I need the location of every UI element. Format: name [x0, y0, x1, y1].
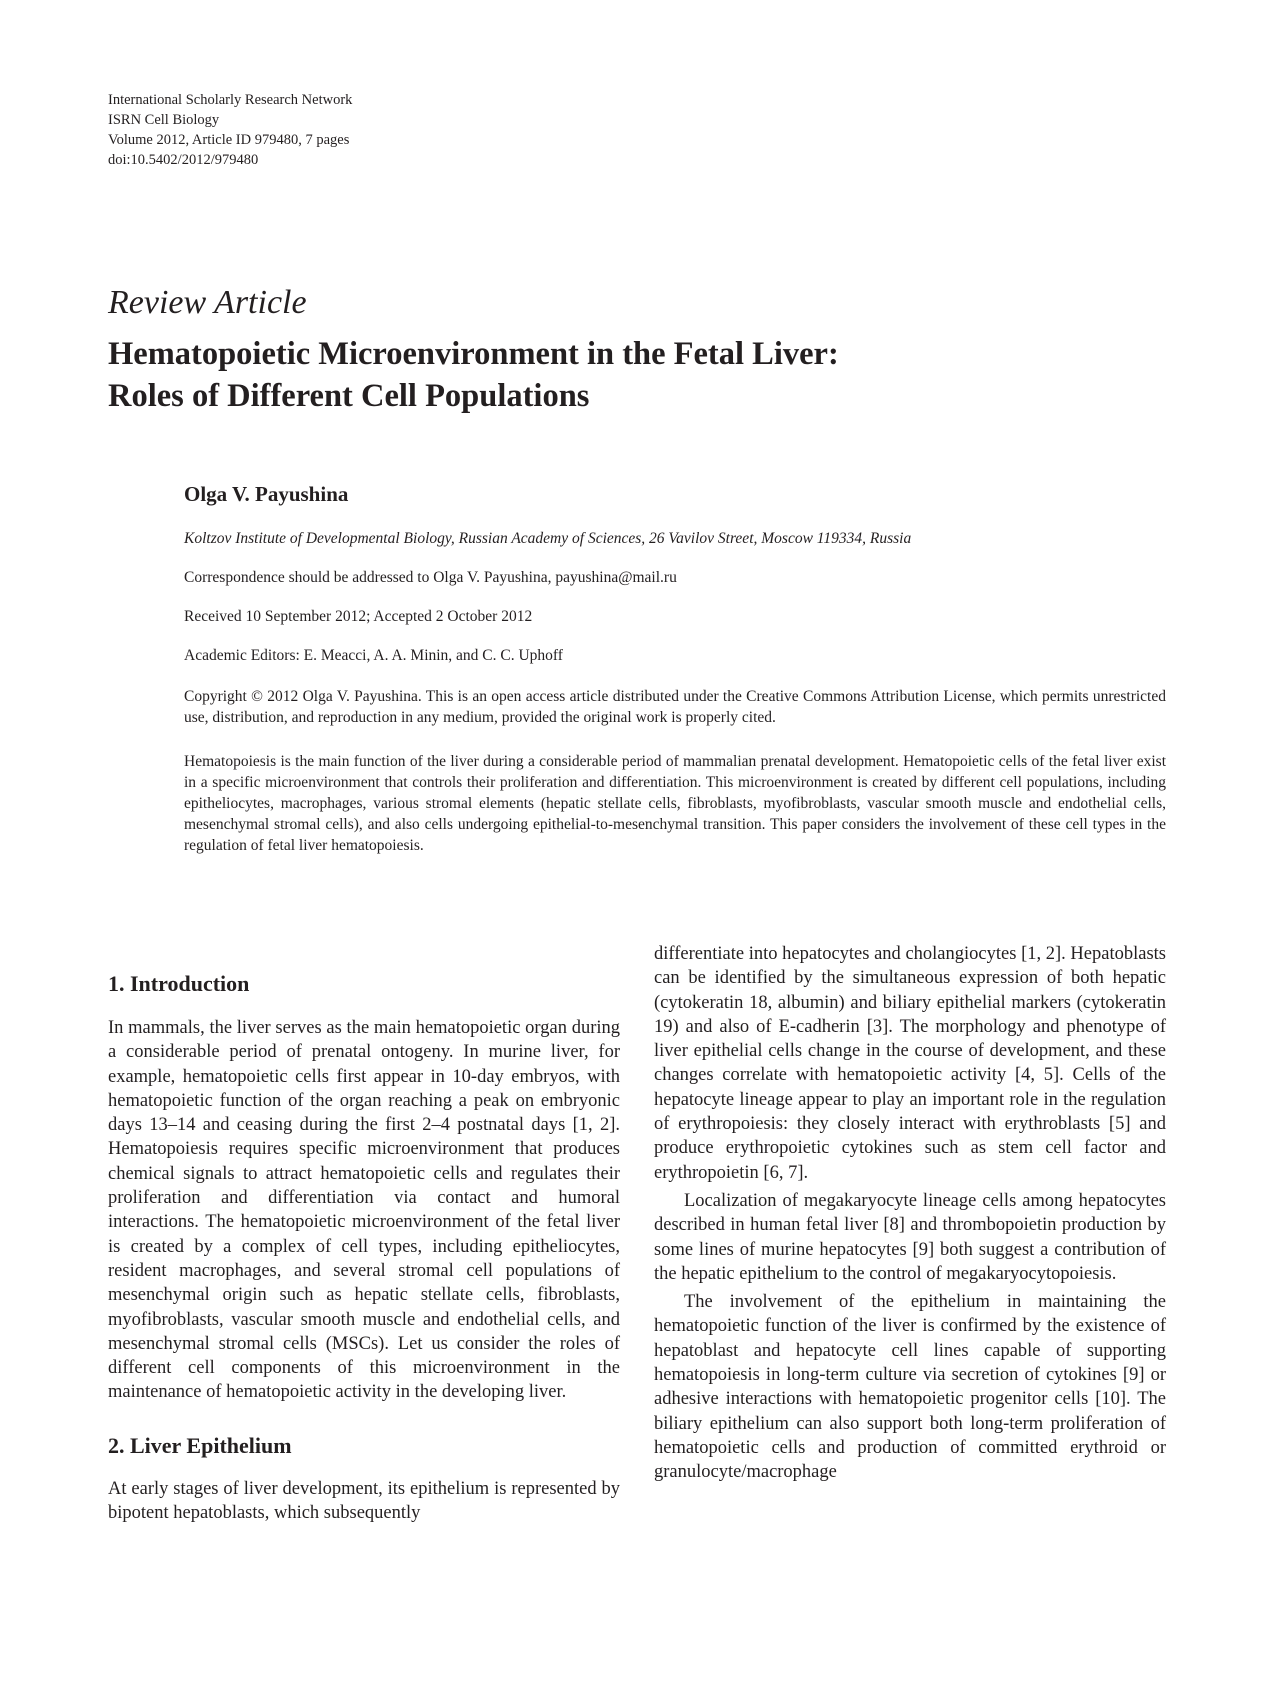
title-line-1: Hematopoietic Microenvironment in the Fetal Liver:: [108, 336, 839, 372]
introduction-paragraph: In mammals, the liver serves as the main hematopoietic organ during a considerable period of prenatal ontogeny. In murine liver, for example, hematopoietic cells first appear in 10-day embryos, with hematopoietic function of the organ reaching a peak on embryonic days 13–14 and ceasing during the first 2–4 postnatal days [1, 2]. Hematopoiesis requires specific microenvironment that produces chemical signals to attract hematopoietic cells and regulates their proliferation and differentiation via contact and humoral interactions. The hematopoietic microenvironment of the fetal liver is created by a complex of cell types, including epitheliocytes, resident macrophages, and several stromal cell populations of mesenchymal origin such as hepatic stellate cells, fibroblasts, myofibroblasts, vascular smooth muscle and endothelial cells, and mesenchymal stromal cells (MSCs). Let us consider the roles of different cell components of this microenvironment in the maintenance of hematopoietic activity in the developing liver.: [108, 1018, 620, 1403]
article-type: Review Article: [108, 284, 307, 321]
abstract: Hematopoiesis is the main function of the liver during a considerable period of mammalian prenatal development. Hematopoietic cells of the fetal liver exist in a specific microenvironment that controls their proliferation and differentiation. This microenvironment is created by different cell populations, including epitheliocytes, macrophages, various stromal elements (hepatic stellate cells, fibroblasts, myofibroblasts, vascular smooth muscle and endothelial cells, mesenchymal stromal cells), and also cells undergoing epithelial-to-mesenchymal transition. This paper considers the involvement of these cell types in the regulation of fetal liver hematopoiesis.: [184, 753, 1166, 854]
affiliation: Koltzov Institute of Developmental Biology, Russian Academy of Sciences, 26 Vavilov Street, Moscow 119334, Russia: [184, 530, 912, 547]
title-line-2: Roles of Different Cell Populations: [108, 378, 590, 414]
right-column: [654, 942, 1166, 1485]
author-name: Olga V. Payushina: [184, 482, 349, 506]
correspondence: Correspondence should be addressed to Olga V. Payushina, payushina@mail.ru: [184, 569, 677, 586]
left-column: [108, 970, 620, 1525]
copyright-notice: Copyright © 2012 Olga V. Payushina. This is an open access article distributed under the Creative Commons Attribution License, which permits unrestricted use, distribution, and reproduction in any medium, provided the original work is properly cited.: [184, 688, 1166, 726]
liver-epithelium-paragraph: At early stages of liver development, its epithelium is represented by bipotent hepatoblasts, which subsequently: [108, 1478, 620, 1524]
received-accepted-dates: Received 10 September 2012; Accepted 2 October 2012: [184, 608, 533, 625]
right-paragraph-2: Localization of megakaryocyte lineage cells among hepatocytes described in human fetal liver [8] and thrombopoietin production by some lines of murine hepatocytes [9] both suggest a contribution of the hepatic epithelium to the control of megakaryocytopoiesis.: [654, 1190, 1166, 1284]
journal-name: ISRN Cell Biology: [108, 112, 220, 128]
right-paragraph-3: The involvement of the epithelium in maintaining the hematopoietic function of the liver is confirmed by the existence of hepatoblast and hepatocyte cell lines capable of supporting hematopoiesis in long-term culture via secretion of cytokines [9] or adhesive interactions with hematopoietic progenitor cells [10]. The biliary epithelium can also support both long-term proliferation of hematopoietic cells and production of committed erythroid or granulocyte/macrophage: [654, 1292, 1166, 1483]
article-title: [108, 333, 839, 417]
journal-doi: doi:10.5402/2012/979480: [108, 152, 259, 168]
journal-info: [108, 90, 352, 170]
journal-volume: Volume 2012, Article ID 979480, 7 pages: [108, 132, 350, 148]
journal-network: International Scholarly Research Network: [108, 92, 353, 108]
academic-editors: Academic Editors: E. Meacci, A. A. Minin, and C. C. Uphoff: [184, 647, 563, 664]
section-heading-introduction: 1. Introduction: [108, 971, 250, 996]
right-paragraph-1: differentiate into hepatocytes and cholangiocytes [1, 2]. Hepatoblasts can be identified by the simultaneous expression of both hepatic (cytokeratin 18, albumin) and biliary epithelial markers (cytokeratin 19) and also of E-cadherin [3]. The morphology and phenotype of liver epithelial cells change in the course of development, and these changes correlate with hematopoietic activity [4, 5]. Cells of the hepatocyte lineage appear to play an important role in the regulation of erythropoiesis: they closely interact with erythroblasts [5] and produce erythropoietic cytokines such as stem cell factor and erythropoietin [6, 7].: [654, 944, 1166, 1183]
section-heading-liver-epithelium: 2. Liver Epithelium: [108, 1432, 292, 1458]
